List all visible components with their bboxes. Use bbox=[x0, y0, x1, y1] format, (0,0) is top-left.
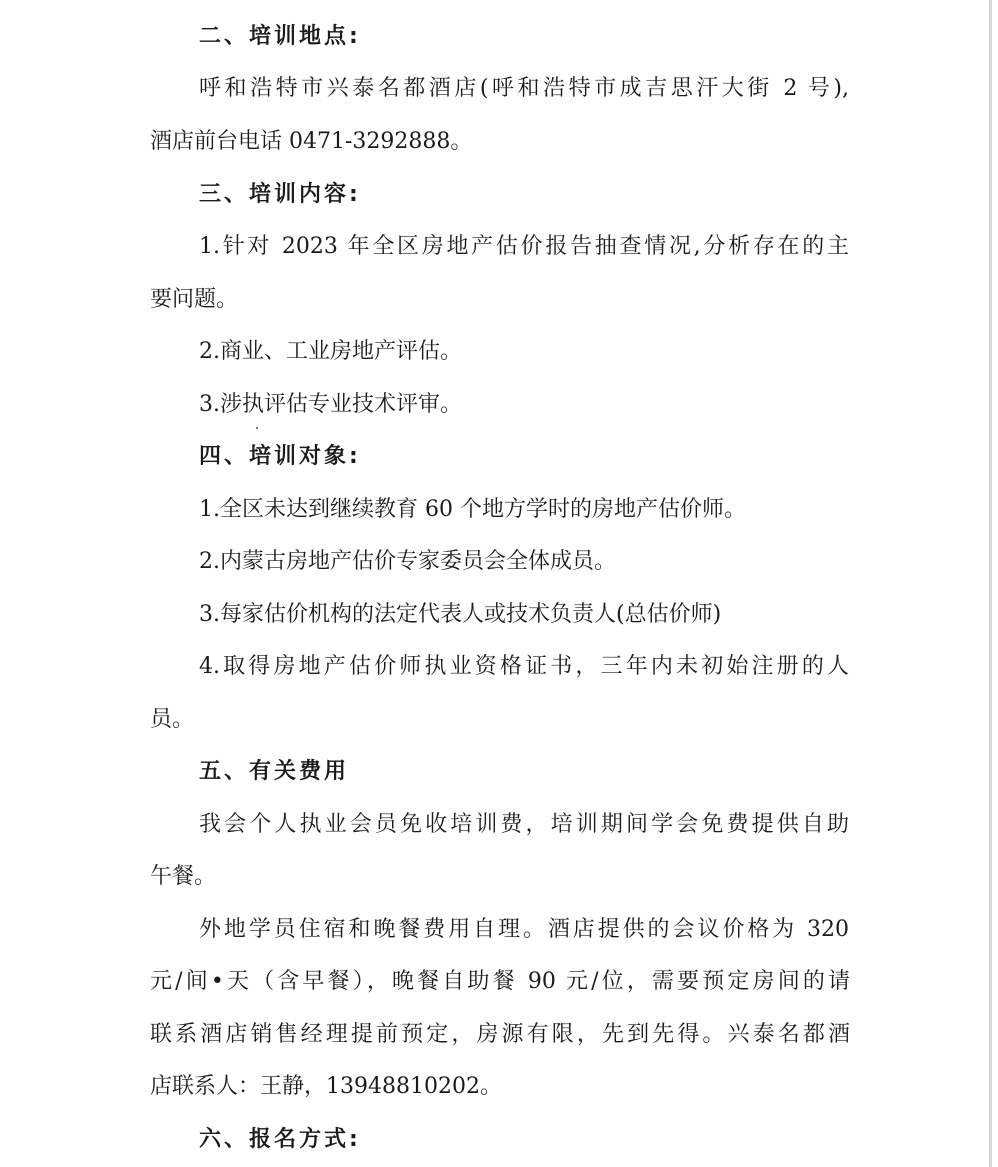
paragraph-line: 元/间•天（含早餐），晚餐自助餐 90 元/位，需要预定房间的请 bbox=[150, 969, 850, 994]
paragraph-line: 员。 bbox=[150, 707, 195, 732]
paragraph-line: 要问题。 bbox=[150, 287, 239, 312]
scan-speck bbox=[256, 427, 258, 429]
paragraph-line: 呼和浩特市兴泰名都酒店(呼和浩特市成吉思汗大街 2 号), bbox=[199, 76, 849, 101]
list-item: 3.每家估价机构的法定代表人或技术负责人(总估价师) bbox=[199, 602, 722, 627]
list-item: 4.取得房地产估价师执业资格证书，三年内未初始注册的人 bbox=[199, 654, 849, 679]
paragraph-line: 外地学员住宿和晚餐费用自理。酒店提供的会议价格为 320 bbox=[199, 917, 849, 942]
paragraph-line: 我会个人执业会员免收培训费，培训期间学会免费提供自助 bbox=[199, 812, 849, 837]
section-heading-content: 三、培训内容: bbox=[199, 182, 361, 207]
list-item: 2.内蒙古房地产估价专家委员会全体成员。 bbox=[199, 549, 616, 574]
list-item: 1.全区未达到继续教育 60 个地方学时的房地产估价师。 bbox=[199, 497, 746, 522]
list-item: 2.商业、工业房地产评估。 bbox=[199, 339, 462, 364]
section-heading-fees: 五、有关费用 bbox=[199, 759, 350, 784]
list-item: 1.针对 2023 年全区房地产估价报告抽查情况,分析存在的主 bbox=[199, 234, 849, 259]
section-heading-location: 二、培训地点: bbox=[199, 24, 361, 49]
scan-edge bbox=[989, 0, 992, 1167]
list-item: 3.涉执评估专业技术评审。 bbox=[199, 392, 462, 417]
section-heading-audience: 四、培训对象: bbox=[199, 444, 361, 469]
paragraph-line: 午餐。 bbox=[150, 864, 217, 889]
paragraph-line: 店联系人：王静，13948810202。 bbox=[150, 1074, 502, 1099]
section-heading-registration: 六、报名方式: bbox=[199, 1127, 361, 1152]
paragraph-line: 酒店前台电话 0471-3292888。 bbox=[150, 129, 473, 154]
paragraph-line: 联系酒店销售经理提前预定，房源有限，先到先得。兴泰名都酒 bbox=[150, 1022, 850, 1047]
